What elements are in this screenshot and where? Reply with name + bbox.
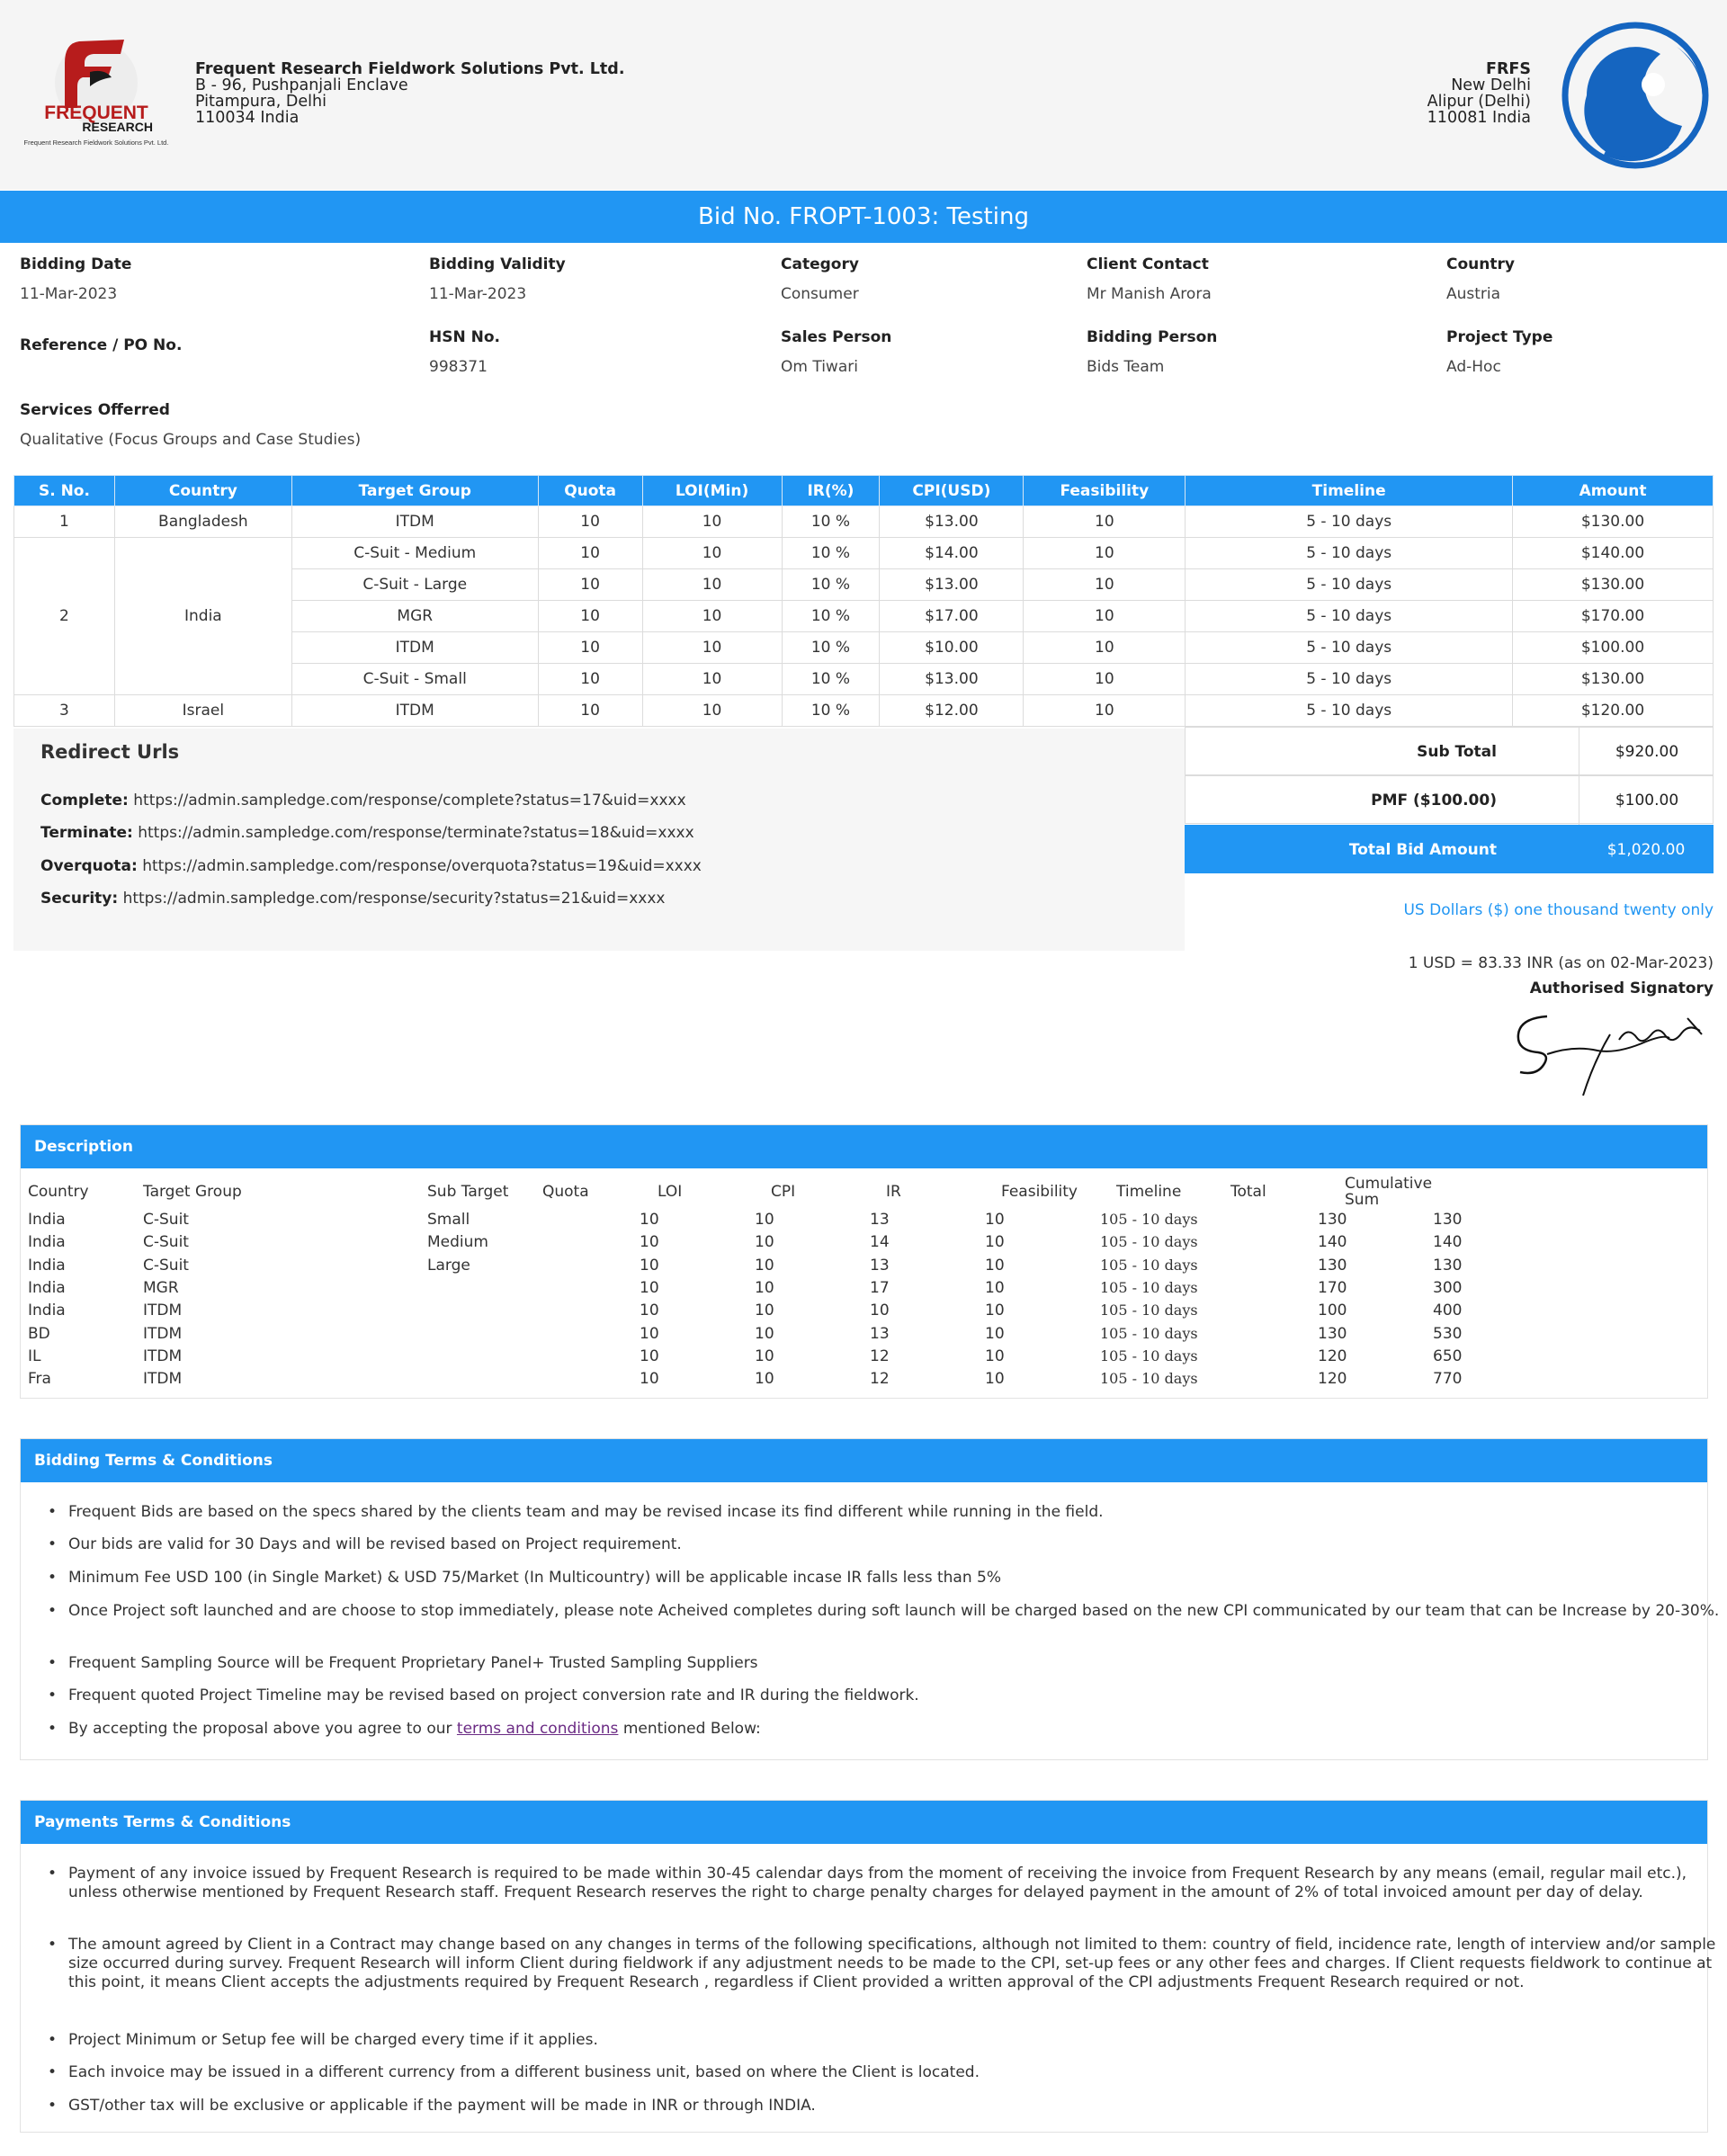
cell-target-group: ITDM (291, 632, 538, 664)
redirect-security-url[interactable]: https://admin.sampledge.com/response/security?status=21&uid=xxxx (122, 890, 666, 908)
bidding-term-item: • Frequent quoted Project Timeline may be revised based on project conversion rate and IR during the fieldwork. (48, 1686, 1723, 1705)
desc-cumulative: 130 (1433, 1211, 1463, 1229)
client-address (1427, 61, 1531, 126)
desc-cumulative: 300 (1433, 1278, 1463, 1297)
company-logo (18, 36, 175, 151)
cell-ir: 10 % (782, 632, 880, 664)
redirect-overquota (40, 857, 702, 875)
cell-feasibility: 10 (1024, 664, 1186, 695)
col-header-country: Country (114, 476, 291, 506)
cell-ir: 10 % (782, 664, 880, 695)
cell-quota: 10 (538, 664, 642, 695)
pmf-value: $100.00 (1579, 776, 1714, 825)
cell-ir: 10 % (782, 601, 880, 632)
cell-feasibility: 10 (1024, 569, 1186, 601)
cell-target-group: C-Suit - Large (291, 569, 538, 601)
bidding-person-value: Bids Team (1087, 358, 1165, 376)
desc-ir: 12 (870, 1370, 890, 1389)
table-row (14, 506, 1714, 538)
total-label: Total Bid Amount (1348, 841, 1497, 859)
bidding-term-item: • Our bids are valid for 30 Days and will be revised based on Project requirement. (48, 1535, 1723, 1554)
cell-loi: 10 (642, 632, 782, 664)
desc-target-group: C-Suit (143, 1233, 189, 1252)
cell-amount: $130.00 (1513, 506, 1714, 538)
col-header-ir: IR(%) (782, 476, 880, 506)
bidding-terms-panel (20, 1438, 1720, 1760)
payment-term-item: • Project Minimum or Setup fee will be charged every time if it applies. (48, 2031, 1723, 2050)
desc-timeline: 105 - 10 days (1100, 1302, 1198, 1320)
desc-country: IL (28, 1346, 41, 1365)
desc-cpi: 10 (755, 1278, 774, 1297)
subtotal-value: $920.00 (1579, 728, 1714, 776)
cell-loi: 10 (642, 601, 782, 632)
payment-term-item: • The amount agreed by Client in a Contract may change based on any changes in terms of the following specifications, although not limited to them: country of field, incidence rate, length of interview and/or sample size occurred during survey. Frequent Research will inform Client during fieldwork if any adjustment needs to be made to the CPI, set-up fees or any other fees and charges. If Client requests fieldwork to continue at this point, it means Client accepts the adjustments required by Frequent Research , regardless if Client provided a written approval of the CPI adjustments Frequent Research required or not. (48, 1936, 1723, 1992)
desc-col-feasibility: Feasibility (1001, 1183, 1078, 1201)
table-header-row (14, 476, 1714, 506)
desc-cpi: 10 (755, 1256, 774, 1275)
desc-target-group: ITDM (143, 1324, 183, 1343)
desc-target-group: MGR (143, 1278, 179, 1297)
cell-quota: 10 (538, 632, 642, 664)
cell-loi: 10 (642, 664, 782, 695)
redirect-overquota-label: Overquota: (40, 857, 138, 875)
terms-and-conditions-link[interactable]: terms and conditions (456, 1720, 619, 1738)
desc-target-group: C-Suit (143, 1211, 189, 1229)
svg-text:RESEARCH: RESEARCH (82, 120, 153, 134)
bid-items-table (13, 475, 1714, 727)
desc-cpi: 10 (755, 1302, 774, 1320)
desc-loi: 10 (640, 1370, 659, 1389)
hsn-value: 998371 (429, 358, 488, 376)
total-value: $1,020.00 (1606, 841, 1686, 859)
desc-col-total: Total (1230, 1183, 1266, 1201)
bidding-term-item: • Minimum Fee USD 100 (in Single Market) & USD 75/Market (In Multicountry) will be applicable incase IR falls less than 5% (48, 1569, 1723, 1588)
bidding-validity-value: 11-Mar-2023 (429, 285, 527, 303)
cell-cpi: $14.00 (880, 538, 1024, 569)
desc-country: India (28, 1256, 66, 1275)
col-header-sno: S. No. (14, 476, 115, 506)
cell-cpi: $10.00 (880, 632, 1024, 664)
desc-sub-target: Large (427, 1256, 470, 1275)
desc-loi: 10 (640, 1278, 659, 1297)
pmf-label: PMF ($100.00) (1371, 792, 1497, 810)
col-header-cpi: CPI(USD) (880, 476, 1024, 506)
signature-image (1511, 998, 1714, 1102)
desc-cpi: 10 (755, 1324, 774, 1343)
cell-cpi: $13.00 (880, 664, 1024, 695)
bidding-term-item: • Frequent Sampling Source will be Frequent Proprietary Panel+ Trusted Sampling Suppliers (48, 1654, 1723, 1673)
cell-sno: 1 (14, 506, 115, 538)
company-address-line: Pitampura, Delhi (195, 93, 327, 111)
desc-feasibility: 10 (985, 1324, 1005, 1343)
desc-timeline: 105 - 10 days (1100, 1324, 1198, 1342)
cell-ir: 10 % (782, 695, 880, 727)
description-header: Description (21, 1125, 1707, 1168)
cell-country: Israel (114, 695, 291, 727)
bidding-term-prefix: By accepting the proposal above you agree to our (68, 1720, 452, 1738)
cell-quota: 10 (538, 506, 642, 538)
desc-target-group: ITDM (143, 1370, 183, 1389)
desc-country: India (28, 1211, 66, 1229)
bidding-date-label: Bidding Date (20, 255, 132, 273)
desc-country: Fra (28, 1370, 51, 1389)
redirect-security-label: Security: (40, 890, 119, 908)
cell-feasibility: 10 (1024, 538, 1186, 569)
desc-feasibility: 10 (985, 1278, 1005, 1297)
payment-term-item: • GST/other tax will be exclusive or applicable if the payment will be made in INR or through INDIA. (48, 2097, 1723, 2116)
services-value: Qualitative (Focus Groups and Case Studies) (20, 431, 362, 449)
cell-timeline: 5 - 10 days (1186, 506, 1513, 538)
desc-col-cpi: CPI (771, 1183, 796, 1201)
country-value: Austria (1446, 285, 1501, 303)
desc-col-country: Country (28, 1183, 89, 1201)
desc-ir: 13 (870, 1256, 890, 1275)
desc-country: BD (28, 1324, 50, 1343)
cell-target-group: ITDM (291, 695, 538, 727)
cell-timeline: 5 - 10 days (1186, 538, 1513, 569)
desc-total: 130 (1318, 1324, 1347, 1343)
cell-quota: 10 (538, 569, 642, 601)
desc-cumulative: 400 (1433, 1302, 1463, 1320)
cell-ir: 10 % (782, 569, 880, 601)
cell-timeline: 5 - 10 days (1186, 632, 1513, 664)
redirect-terminate-label: Terminate: (40, 824, 133, 842)
table-row (14, 538, 1714, 569)
redirect-overquota-url[interactable]: https://admin.sampledge.com/response/overquota?status=19&uid=xxxx (142, 857, 702, 875)
desc-feasibility: 10 (985, 1211, 1005, 1229)
redirect-terminate-url[interactable]: https://admin.sampledge.com/response/terminate?status=18&uid=xxxx (138, 824, 694, 842)
desc-ir: 13 (870, 1324, 890, 1343)
cell-feasibility: 10 (1024, 632, 1186, 664)
cell-feasibility: 10 (1024, 695, 1186, 727)
redirect-terminate (40, 824, 694, 842)
client-address-line: 110081 India (1427, 109, 1531, 127)
desc-cumulative: 770 (1433, 1370, 1463, 1389)
category-value: Consumer (781, 285, 859, 303)
cell-amount: $100.00 (1513, 632, 1714, 664)
bid-title: Bid No. FROPT-1003: Testing (0, 191, 1727, 243)
project-type-value: Ad-Hoc (1446, 358, 1501, 376)
cell-timeline: 5 - 10 days (1186, 601, 1513, 632)
desc-total: 130 (1318, 1256, 1347, 1275)
desc-col-quota: Quota (542, 1183, 589, 1201)
desc-feasibility: 10 (985, 1346, 1005, 1365)
cell-quota: 10 (538, 695, 642, 727)
redirect-complete-url[interactable]: https://admin.sampledge.com/response/complete?status=17&uid=xxxx (133, 792, 686, 810)
bidding-terms-header: Bidding Terms & Conditions (21, 1439, 1707, 1482)
desc-cumulative: 530 (1433, 1324, 1463, 1343)
desc-total: 140 (1318, 1233, 1347, 1252)
payment-term-item: • Payment of any invoice issued by Frequent Research is required to be made within 30-45 calendar days from the moment of receiving the invoice from Frequent Research by any means (email, regular mail etc.), unless otherwise mentioned by Frequent Research staff. Frequent Research reserves the right to charge penalty charges for delayed payment in the amount of 2% of total invoiced amount per day of delay. (48, 1865, 1723, 1902)
cell-target-group: ITDM (291, 506, 538, 538)
redirect-complete-label: Complete: (40, 792, 129, 810)
cell-country: Bangladesh (114, 506, 291, 538)
desc-sub-target: Small (427, 1211, 470, 1229)
desc-col-ir: IR (886, 1183, 901, 1201)
cell-target-group: C-Suit - Small (291, 664, 538, 695)
col-header-loi: LOI(Min) (642, 476, 782, 506)
cell-country: India (114, 538, 291, 695)
redirect-complete (40, 792, 686, 810)
cell-target-group: C-Suit - Medium (291, 538, 538, 569)
cell-timeline: 5 - 10 days (1186, 664, 1513, 695)
client-contact-label: Client Contact (1087, 255, 1209, 273)
cell-target-group: MGR (291, 601, 538, 632)
desc-timeline: 105 - 10 days (1100, 1346, 1198, 1364)
desc-loi: 10 (640, 1346, 659, 1365)
company-address-line: B - 96, Pushpanjali Enclave (195, 76, 408, 94)
client-address-line: Alipur (Delhi) (1427, 93, 1531, 111)
desc-feasibility: 10 (985, 1233, 1005, 1252)
cell-loi: 10 (642, 506, 782, 538)
desc-ir: 17 (870, 1278, 890, 1297)
desc-feasibility: 10 (985, 1370, 1005, 1389)
total-row (1185, 825, 1714, 873)
sales-person-label: Sales Person (781, 328, 892, 346)
company-address (195, 61, 624, 126)
bidding-term-suffix: mentioned Below: (622, 1720, 761, 1738)
desc-cpi: 10 (755, 1346, 774, 1365)
desc-col-timeline: Timeline (1116, 1183, 1182, 1201)
bidding-validity-label: Bidding Validity (429, 255, 566, 273)
desc-feasibility: 10 (985, 1256, 1005, 1275)
desc-total: 170 (1318, 1278, 1347, 1297)
cell-loi: 10 (642, 569, 782, 601)
cell-cpi: $13.00 (880, 506, 1024, 538)
cell-loi: 10 (642, 538, 782, 569)
client-name: FRFS (1486, 60, 1531, 78)
exchange-rate: 1 USD = 83.33 INR (as on 02-Mar-2023) (1408, 954, 1714, 972)
cell-amount: $130.00 (1513, 664, 1714, 695)
cell-quota: 10 (538, 538, 642, 569)
company-name: Frequent Research Fieldwork Solutions Pvt. Ltd. (195, 60, 625, 78)
payment-term-item: • Each invoice may be issued in a different currency from a different business unit, based on where the Client is located. (48, 2063, 1723, 2082)
cell-amount: $170.00 (1513, 601, 1714, 632)
page-header (0, 0, 1727, 190)
hsn-label: HSN No. (429, 328, 500, 346)
desc-loi: 10 (640, 1233, 659, 1252)
desc-target-group: C-Suit (143, 1256, 189, 1275)
subtotal-label: Sub Total (1417, 743, 1497, 761)
desc-col-sum: Sum (1345, 1191, 1380, 1209)
desc-loi: 10 (640, 1211, 659, 1229)
category-label: Category (781, 255, 859, 273)
description-panel (20, 1124, 1708, 1399)
payment-terms-header: Payments Terms & Conditions (21, 1801, 1707, 1844)
desc-feasibility: 10 (985, 1302, 1005, 1320)
bidding-date-value: 11-Mar-2023 (20, 285, 118, 303)
desc-cumulative: 130 (1433, 1256, 1463, 1275)
desc-target-group: ITDM (143, 1302, 183, 1320)
desc-total: 120 (1318, 1370, 1347, 1389)
desc-cpi: 10 (755, 1370, 774, 1389)
bidding-person-label: Bidding Person (1087, 328, 1218, 346)
svg-text:Frequent Research Fieldwork So: Frequent Research Fieldwork Solutions Pvt. Ltd. (23, 139, 169, 147)
desc-cumulative: 650 (1433, 1346, 1463, 1365)
cell-loi: 10 (642, 695, 782, 727)
desc-ir: 14 (870, 1233, 890, 1252)
desc-col-target-group: Target Group (143, 1183, 242, 1201)
desc-timeline: 105 - 10 days (1100, 1278, 1198, 1296)
cell-cpi: $12.00 (880, 695, 1024, 727)
desc-total: 120 (1318, 1346, 1347, 1365)
col-header-feasibility: Feasibility (1024, 476, 1186, 506)
desc-total: 100 (1318, 1302, 1347, 1320)
desc-country: India (28, 1278, 66, 1297)
desc-cpi: 10 (755, 1211, 774, 1229)
col-header-quota: Quota (538, 476, 642, 506)
client-address-line: New Delhi (1451, 76, 1531, 94)
desc-loi: 10 (640, 1302, 659, 1320)
company-address-line: 110034 India (195, 109, 300, 127)
cell-amount: $120.00 (1513, 695, 1714, 727)
subtotal-row (1185, 727, 1714, 775)
cell-sno: 3 (14, 695, 115, 727)
svg-text:FREQUENT: FREQUENT (44, 103, 148, 123)
bidding-term-item (48, 1720, 1723, 1739)
desc-timeline: 105 - 10 days (1100, 1211, 1198, 1228)
amount-in-words: US Dollars ($) one thousand twenty only (1403, 901, 1714, 919)
desc-ir: 12 (870, 1346, 890, 1365)
desc-cpi: 10 (755, 1233, 774, 1252)
desc-col-cumulative: Cumulative (1345, 1175, 1433, 1193)
authorised-signatory: Authorised Signatory (1529, 980, 1714, 997)
desc-ir: 13 (870, 1211, 890, 1229)
desc-country: India (28, 1233, 66, 1252)
col-header-amount: Amount (1513, 476, 1714, 506)
desc-loi: 10 (640, 1324, 659, 1343)
cell-ir: 10 % (782, 538, 880, 569)
cell-feasibility: 10 (1024, 601, 1186, 632)
client-contact-value: Mr Manish Arora (1087, 285, 1212, 303)
redirect-title: Redirect Urls (40, 741, 180, 763)
desc-country: India (28, 1302, 66, 1320)
redirect-urls-panel (13, 729, 1185, 951)
bidding-term-item: • Once Project soft launched and are choose to stop immediately, please note Acheived completes during soft launch will be charged based on the new CPI communicated by our team that can be Increase by 20-30%. (48, 1602, 1723, 1621)
redirect-security (40, 890, 665, 908)
desc-timeline: 105 - 10 days (1100, 1233, 1198, 1251)
desc-loi: 10 (640, 1256, 659, 1275)
project-type-label: Project Type (1446, 328, 1553, 346)
client-logo (1560, 20, 1711, 171)
cell-timeline: 5 - 10 days (1186, 569, 1513, 601)
desc-col-loi: LOI (658, 1183, 683, 1201)
cell-timeline: 5 - 10 days (1186, 695, 1513, 727)
country-label: Country (1446, 255, 1515, 273)
table-row (14, 695, 1714, 727)
cell-quota: 10 (538, 601, 642, 632)
desc-ir: 10 (870, 1302, 890, 1320)
cell-sno: 2 (14, 538, 115, 695)
cell-amount: $140.00 (1513, 538, 1714, 569)
desc-sub-target: Medium (427, 1233, 488, 1252)
cell-cpi: $17.00 (880, 601, 1024, 632)
bidding-term-item: • Frequent Bids are based on the specs shared by the clients team and may be revised incase its find different while running in the field. (48, 1503, 1723, 1522)
desc-col-sub-target: Sub Target (427, 1183, 509, 1201)
desc-target-group: ITDM (143, 1346, 183, 1365)
payment-terms-panel (20, 1800, 1716, 2133)
col-header-target-group: Target Group (291, 476, 538, 506)
cell-ir: 10 % (782, 506, 880, 538)
reference-label: Reference / PO No. (20, 336, 183, 354)
cell-cpi: $13.00 (880, 569, 1024, 601)
desc-cumulative: 140 (1433, 1233, 1463, 1252)
cell-feasibility: 10 (1024, 506, 1186, 538)
sales-person-value: Om Tiwari (781, 358, 858, 376)
desc-timeline: 105 - 10 days (1100, 1370, 1198, 1388)
pmf-row (1185, 775, 1714, 824)
desc-total: 130 (1318, 1211, 1347, 1229)
col-header-timeline: Timeline (1186, 476, 1513, 506)
cell-amount: $130.00 (1513, 569, 1714, 601)
desc-timeline: 105 - 10 days (1100, 1256, 1198, 1274)
services-label: Services Offerred (20, 401, 170, 419)
